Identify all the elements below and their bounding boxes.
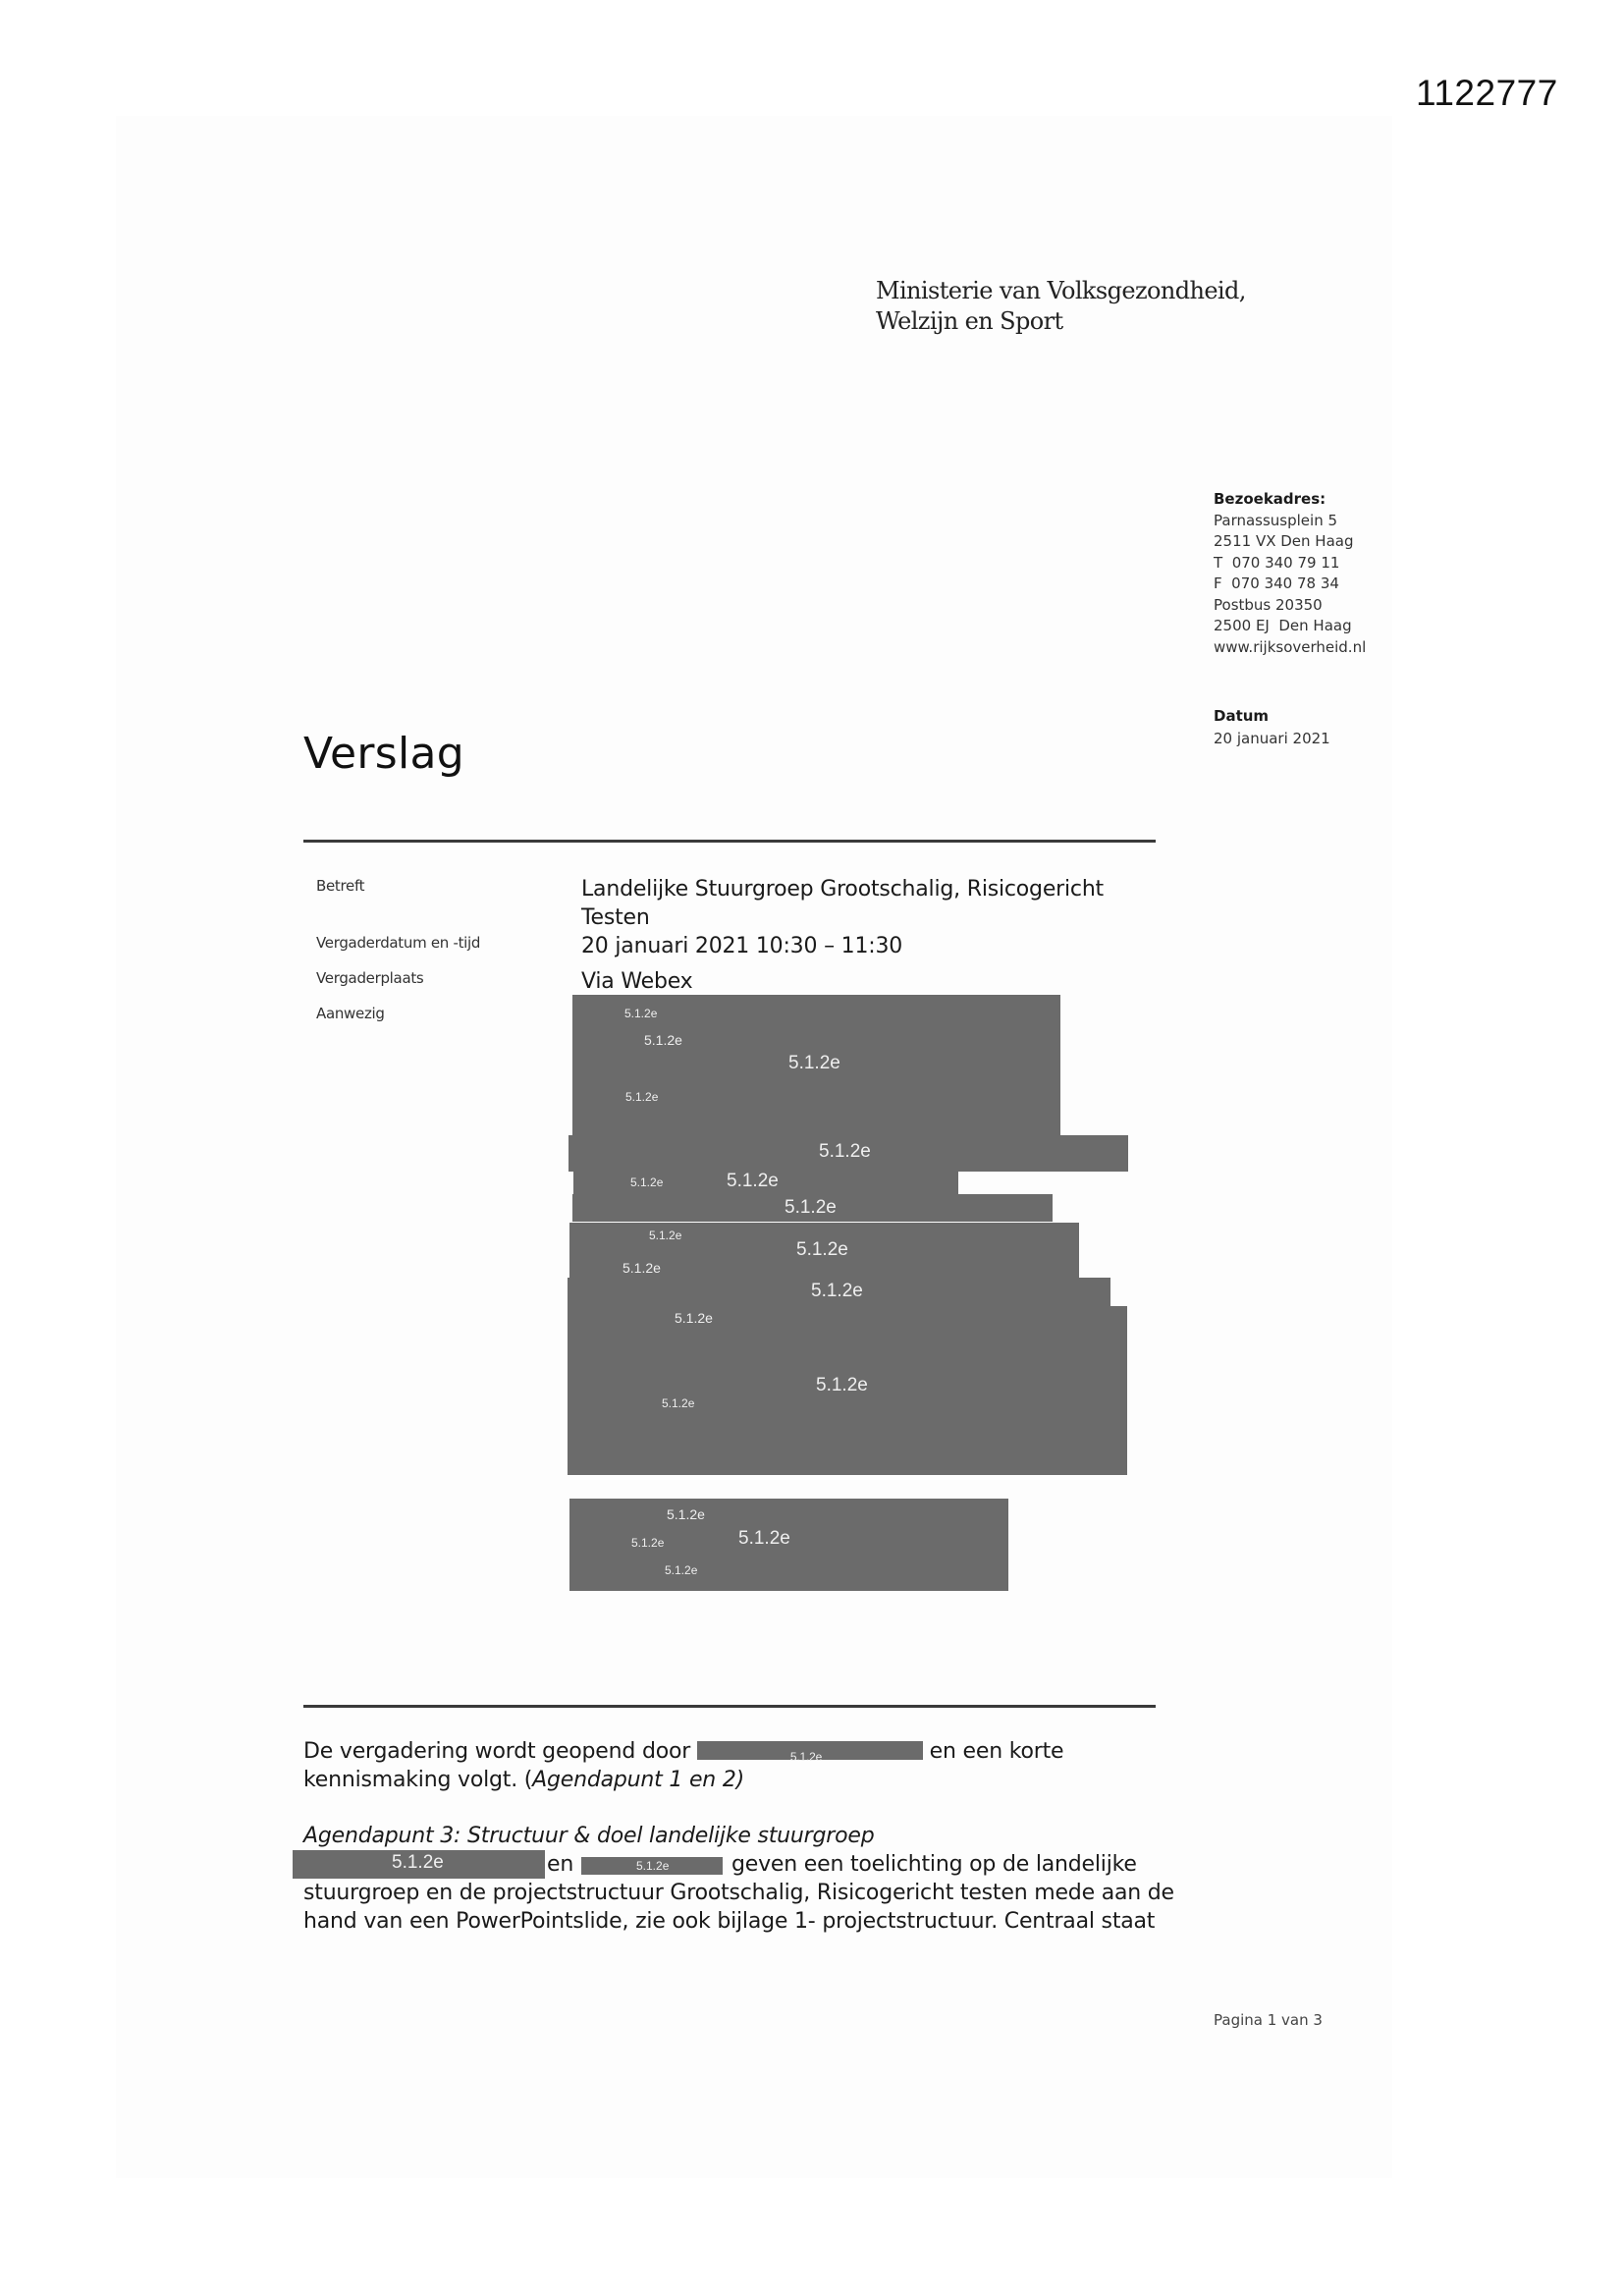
bottom-divider — [303, 1705, 1156, 1708]
datetime-value: 20 januari 2021 10:30 – 11:30 — [581, 934, 903, 958]
address-line: Postbus 20350 — [1214, 595, 1323, 614]
date-label: Datum — [1214, 707, 1270, 725]
redaction-code: 5.1.2e — [625, 1090, 659, 1104]
redaction-code: 5.1.2e — [667, 1506, 705, 1522]
redaction-block — [568, 1135, 1128, 1172]
ministry-line-2: Welzijn en Sport — [876, 307, 1063, 335]
redaction-code: 5.1.2e — [636, 1859, 670, 1873]
location-label: Vergaderplaats — [316, 969, 424, 987]
redaction-code: 5.1.2e — [785, 1197, 837, 1218]
redaction-code: 5.1.2e — [649, 1229, 682, 1242]
redaction-block — [568, 1306, 1127, 1475]
redaction-block — [569, 1223, 1079, 1279]
redaction-code: 5.1.2e — [738, 1528, 790, 1549]
text-span: geven een toelichting op de landelijke — [731, 1852, 1137, 1877]
redaction-code: 5.1.2e — [623, 1260, 661, 1276]
subject-value — [581, 875, 1104, 932]
text-span: en — [547, 1852, 574, 1877]
redaction-code: 5.1.2e — [675, 1310, 713, 1326]
date-block — [1214, 705, 1330, 750]
redaction-code: 5.1.2e — [392, 1852, 444, 1873]
location-value: Via Webex — [581, 969, 693, 994]
redaction-code: 5.1.2e — [630, 1175, 664, 1189]
redaction-code: 5.1.2e — [789, 1749, 823, 1764]
inline-redaction — [581, 1857, 723, 1875]
visit-address-label: Bezoekadres: — [1214, 490, 1326, 508]
subject-value-line-2: Testen — [581, 905, 650, 930]
text-span: kennismaking volgt. ( — [303, 1768, 533, 1792]
date-value: 20 januari 2021 — [1214, 730, 1330, 747]
redaction-block — [573, 1172, 958, 1194]
agenda-3-heading: Agendapunt 3: Structuur & doel landelijke stuurgroep — [303, 1824, 875, 1848]
text-span: De vergadering wordt geopend door — [303, 1739, 697, 1764]
document-number: 1122777 — [1416, 73, 1558, 113]
document-title: Verslag — [303, 729, 464, 779]
redaction-code: 5.1.2e — [819, 1141, 871, 1162]
top-divider — [303, 840, 1156, 843]
paragraph-line — [303, 1766, 1063, 1794]
text-span: en een korte — [922, 1739, 1064, 1764]
datetime-label: Vergaderdatum en -tijd — [316, 934, 481, 952]
paragraph-line: hand van een PowerPointslide, zie ook bijlage 1- projectstructuur. Centraal staat — [303, 1909, 1156, 1934]
address-line: T 070 340 79 11 — [1214, 553, 1340, 572]
inline-redaction — [293, 1850, 545, 1879]
page-indicator: Pagina 1 van 3 — [1214, 2011, 1323, 2029]
visit-address-block — [1214, 489, 1366, 658]
subject-label: Betreft — [316, 877, 365, 895]
redaction-code: 5.1.2e — [811, 1281, 863, 1301]
present-label: Aanwezig — [316, 1005, 385, 1022]
address-line: F 070 340 78 34 — [1214, 574, 1339, 592]
ministry-line-1: Ministerie van Volksgezondheid, — [876, 277, 1246, 304]
redaction-code: 5.1.2e — [662, 1396, 695, 1410]
inline-redaction — [697, 1741, 923, 1764]
paragraph-opening — [303, 1737, 1063, 1794]
subject-value-line-1: Landelijke Stuurgroep Grootschalig, Risicogericht — [581, 877, 1104, 902]
redaction-code: 5.1.2e — [644, 1032, 682, 1048]
redaction-code: 5.1.2e — [631, 1536, 665, 1550]
redaction-block — [572, 995, 1060, 1140]
website-link[interactable]: www.rijksoverheid.nl — [1214, 637, 1367, 656]
redaction-code: 5.1.2e — [727, 1171, 779, 1191]
redaction-block — [572, 1194, 1053, 1222]
address-line: Parnassusplein 5 — [1214, 511, 1338, 529]
address-line: 2511 VX Den Haag — [1214, 532, 1354, 550]
redaction-block — [569, 1499, 1008, 1591]
paragraph-line: stuurgroep en de projectstructuur Grootschalig, Risicogericht testen mede aan de — [303, 1881, 1174, 1905]
paragraph-line — [303, 1737, 1063, 1766]
redaction-block — [568, 1278, 1110, 1307]
redaction-code: 5.1.2e — [788, 1053, 840, 1073]
agenda-reference: Agendapunt 1 en 2) — [532, 1768, 745, 1792]
redaction-code: 5.1.2e — [816, 1375, 868, 1395]
redaction-code: 5.1.2e — [624, 1007, 658, 1020]
redaction-code: 5.1.2e — [665, 1563, 698, 1577]
address-line: 2500 EJ Den Haag — [1214, 617, 1352, 634]
ministry-logo-text — [876, 276, 1246, 337]
redaction-code: 5.1.2e — [796, 1239, 848, 1260]
